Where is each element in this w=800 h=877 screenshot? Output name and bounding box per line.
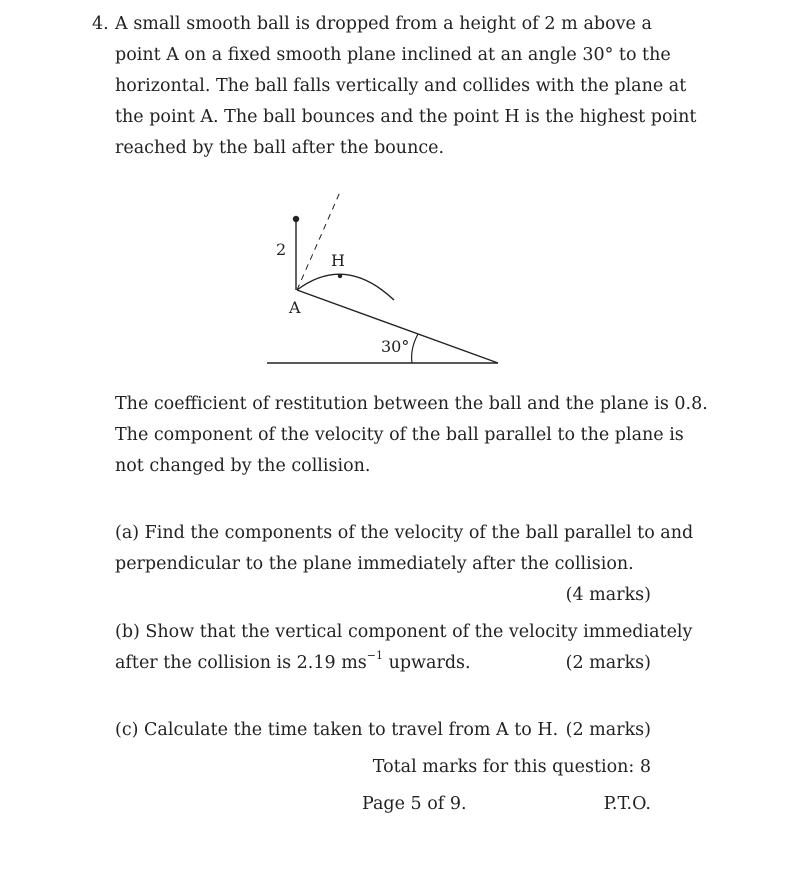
info-line-3: not changed by the collision. [115, 456, 371, 476]
angle-label: 30° [381, 337, 410, 356]
part-b-line-2-post: upwards. [383, 653, 471, 673]
part-a-line-1: (a) Find the components of the velocity of the ball parallel to and [115, 523, 694, 543]
pto-label: P.T.O. [603, 794, 651, 814]
part-b-line-2-pre: after the collision is 2.19 ms [115, 653, 367, 673]
part-b-line-2 [115, 649, 471, 673]
part-a-marks: (4 marks) [565, 585, 651, 605]
intro-line-4: the point A. The ball bounces and the point H is the highest point [115, 107, 697, 127]
info-line-1: The coefficient of restitution between the ball and the plane is 0.8. [115, 394, 708, 414]
question-number: 4. [92, 14, 109, 34]
part-c-marks: (2 marks) [565, 720, 651, 740]
ball [293, 216, 299, 222]
intro-line-1: A small smooth ball is dropped from a height of 2 m above a [115, 14, 652, 34]
part-c-text: (c) Calculate the time taken to travel from A to H. [115, 720, 559, 740]
trajectory-arc [297, 274, 394, 300]
highest-point-h [338, 274, 342, 278]
normal-dashed-line [297, 192, 340, 290]
intro-line-3: horizontal. The ball falls vertically and collides with the plane at [115, 76, 687, 96]
intro-line-5: reached by the ball after the bounce. [115, 138, 445, 158]
page-number: Page 5 of 9. [362, 794, 467, 814]
part-b-line-1: (b) Show that the vertical component of the velocity immediately [115, 622, 693, 642]
intro-line-2: point A on a fixed smooth plane inclined at an angle 30° to the [115, 45, 671, 65]
part-a-line-2: perpendicular to the plane immediately after the collision. [115, 554, 634, 574]
point-h-label: H [331, 251, 345, 270]
point-a-label: A [289, 298, 301, 317]
part-b-marks: (2 marks) [565, 653, 651, 673]
part-b-unit-exponent: −1 [366, 649, 383, 663]
angle-arc [412, 334, 418, 363]
info-line-2: The component of the velocity of the ball parallel to the plane is [115, 425, 684, 445]
height-label: 2 [276, 240, 287, 259]
total-marks: Total marks for this question: 8 [372, 757, 651, 777]
